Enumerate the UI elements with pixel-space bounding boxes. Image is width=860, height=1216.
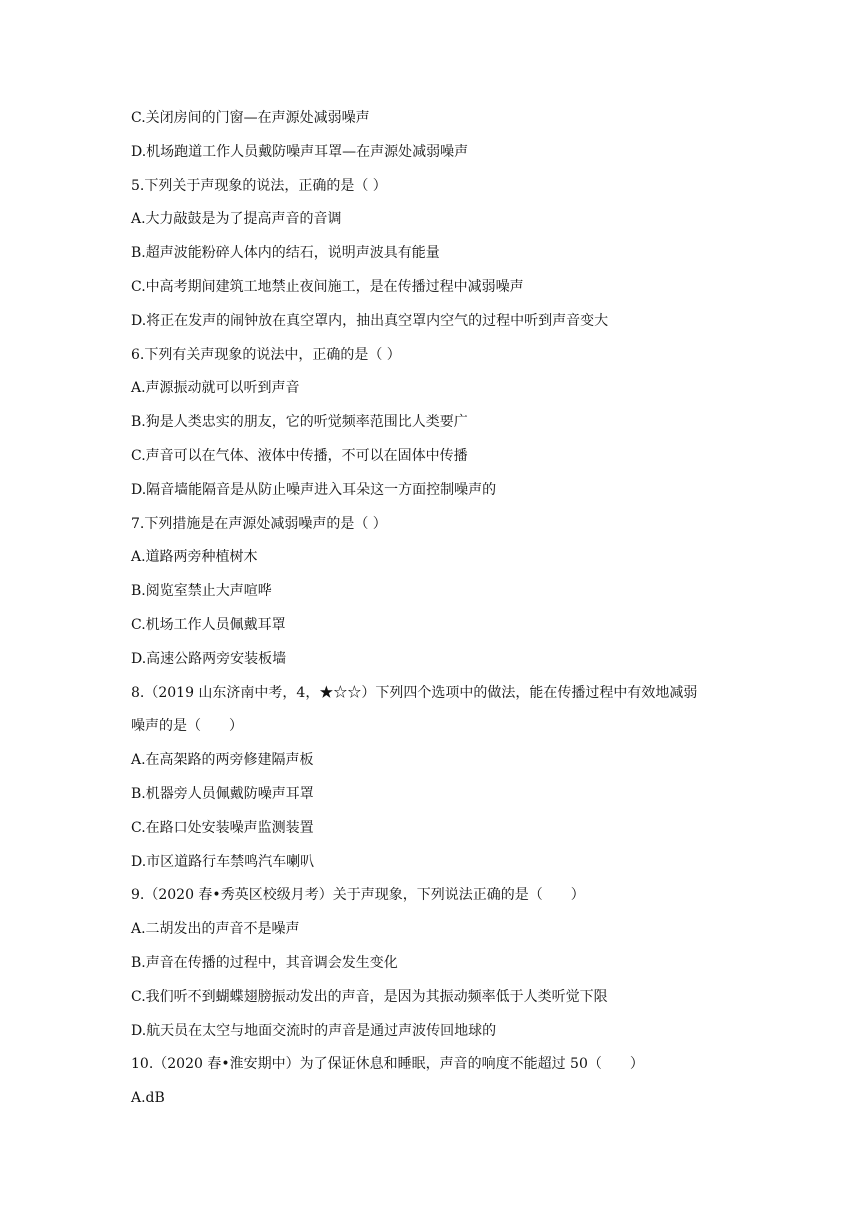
- option-line: A.在高架路的两旁修建隔声板: [131, 752, 314, 769]
- question-stem: 7.下列措施是在声源处减弱噪声的是（ ）: [131, 515, 387, 532]
- question-stem: 5.下列关于声现象的说法，正确的是（ ）: [131, 177, 387, 194]
- text-line: D.机场跑道工作人员戴防噪声耳罩—在声源处减弱噪声: [131, 143, 469, 160]
- question-stem: 9.（2020 春•秀英区校级月考）关于声现象，下列说法正确的是（ ）: [131, 887, 585, 904]
- question-text-block: [131, 108, 751, 1122]
- text-line: C.关闭房间的门窗—在声源处减弱噪声: [131, 110, 370, 126]
- question-stem: 10.（2020 春•淮安期中）为了保证休息和睡眠，声音的响度不能超过 50（ ）: [131, 1056, 644, 1073]
- option-line: A.声源振动就可以听到声音: [131, 380, 300, 397]
- option-line: B.狗是人类忠实的朋友，它的听觉频率范围比人类要广: [131, 414, 468, 431]
- option-line: B.超声波能粉碎人体内的结石，说明声波具有能量: [131, 245, 440, 262]
- option-line: A.道路两旁种植树木: [131, 549, 258, 566]
- option-line: C.中高考期间建筑工地禁止夜间施工，是在传播过程中减弱噪声: [131, 278, 524, 295]
- option-line: C.在路口处安装噪声监测装置: [131, 819, 314, 836]
- option-line: D.高速公路两旁安装板墙: [131, 650, 287, 667]
- question-stem-continued: 噪声的是（ ）: [131, 718, 243, 735]
- option-line: A.大力敲鼓是为了提高声音的音调: [131, 211, 342, 228]
- option-line: B.声音在传播的过程中，其音调会发生变化: [131, 954, 398, 971]
- option-line: A.二胡发出的声音不是噪声: [131, 921, 300, 938]
- option-line: C.声音可以在气体、液体中传播，不可以在固体中传播: [131, 447, 468, 464]
- option-line: B.机器旁人员佩戴防噪声耳罩: [131, 785, 314, 802]
- option-line: D.市区道路行车禁鸣汽车喇叭: [131, 853, 315, 870]
- option-line: D.将正在发声的闹钟放在真空罩内，抽出真空罩内空气的过程中听到声音变大: [131, 312, 609, 329]
- question-stem: 6.下列有关声现象的说法中，正确的是（ ）: [131, 346, 401, 363]
- option-line: D.航天员在太空与地面交流时的声音是通过声波传回地球的: [131, 1022, 497, 1039]
- option-line: A.dB: [131, 1090, 165, 1107]
- option-line: B.阅览室禁止大声喧哗: [131, 583, 272, 600]
- option-line: C.机场工作人员佩戴耳罩: [131, 616, 286, 633]
- question-stem: 8.（2019 山东济南中考，4，★☆☆）下列四个选项中的做法，能在传播过程中有效地减弱: [131, 684, 698, 701]
- option-line: C.我们听不到蝴蝶翅膀振动发出的声音，是因为其振动频率低于人类听觉下限: [131, 988, 608, 1005]
- option-line: D.隔音墙能隔音是从防止噪声进入耳朵这一方面控制噪声的: [131, 481, 497, 498]
